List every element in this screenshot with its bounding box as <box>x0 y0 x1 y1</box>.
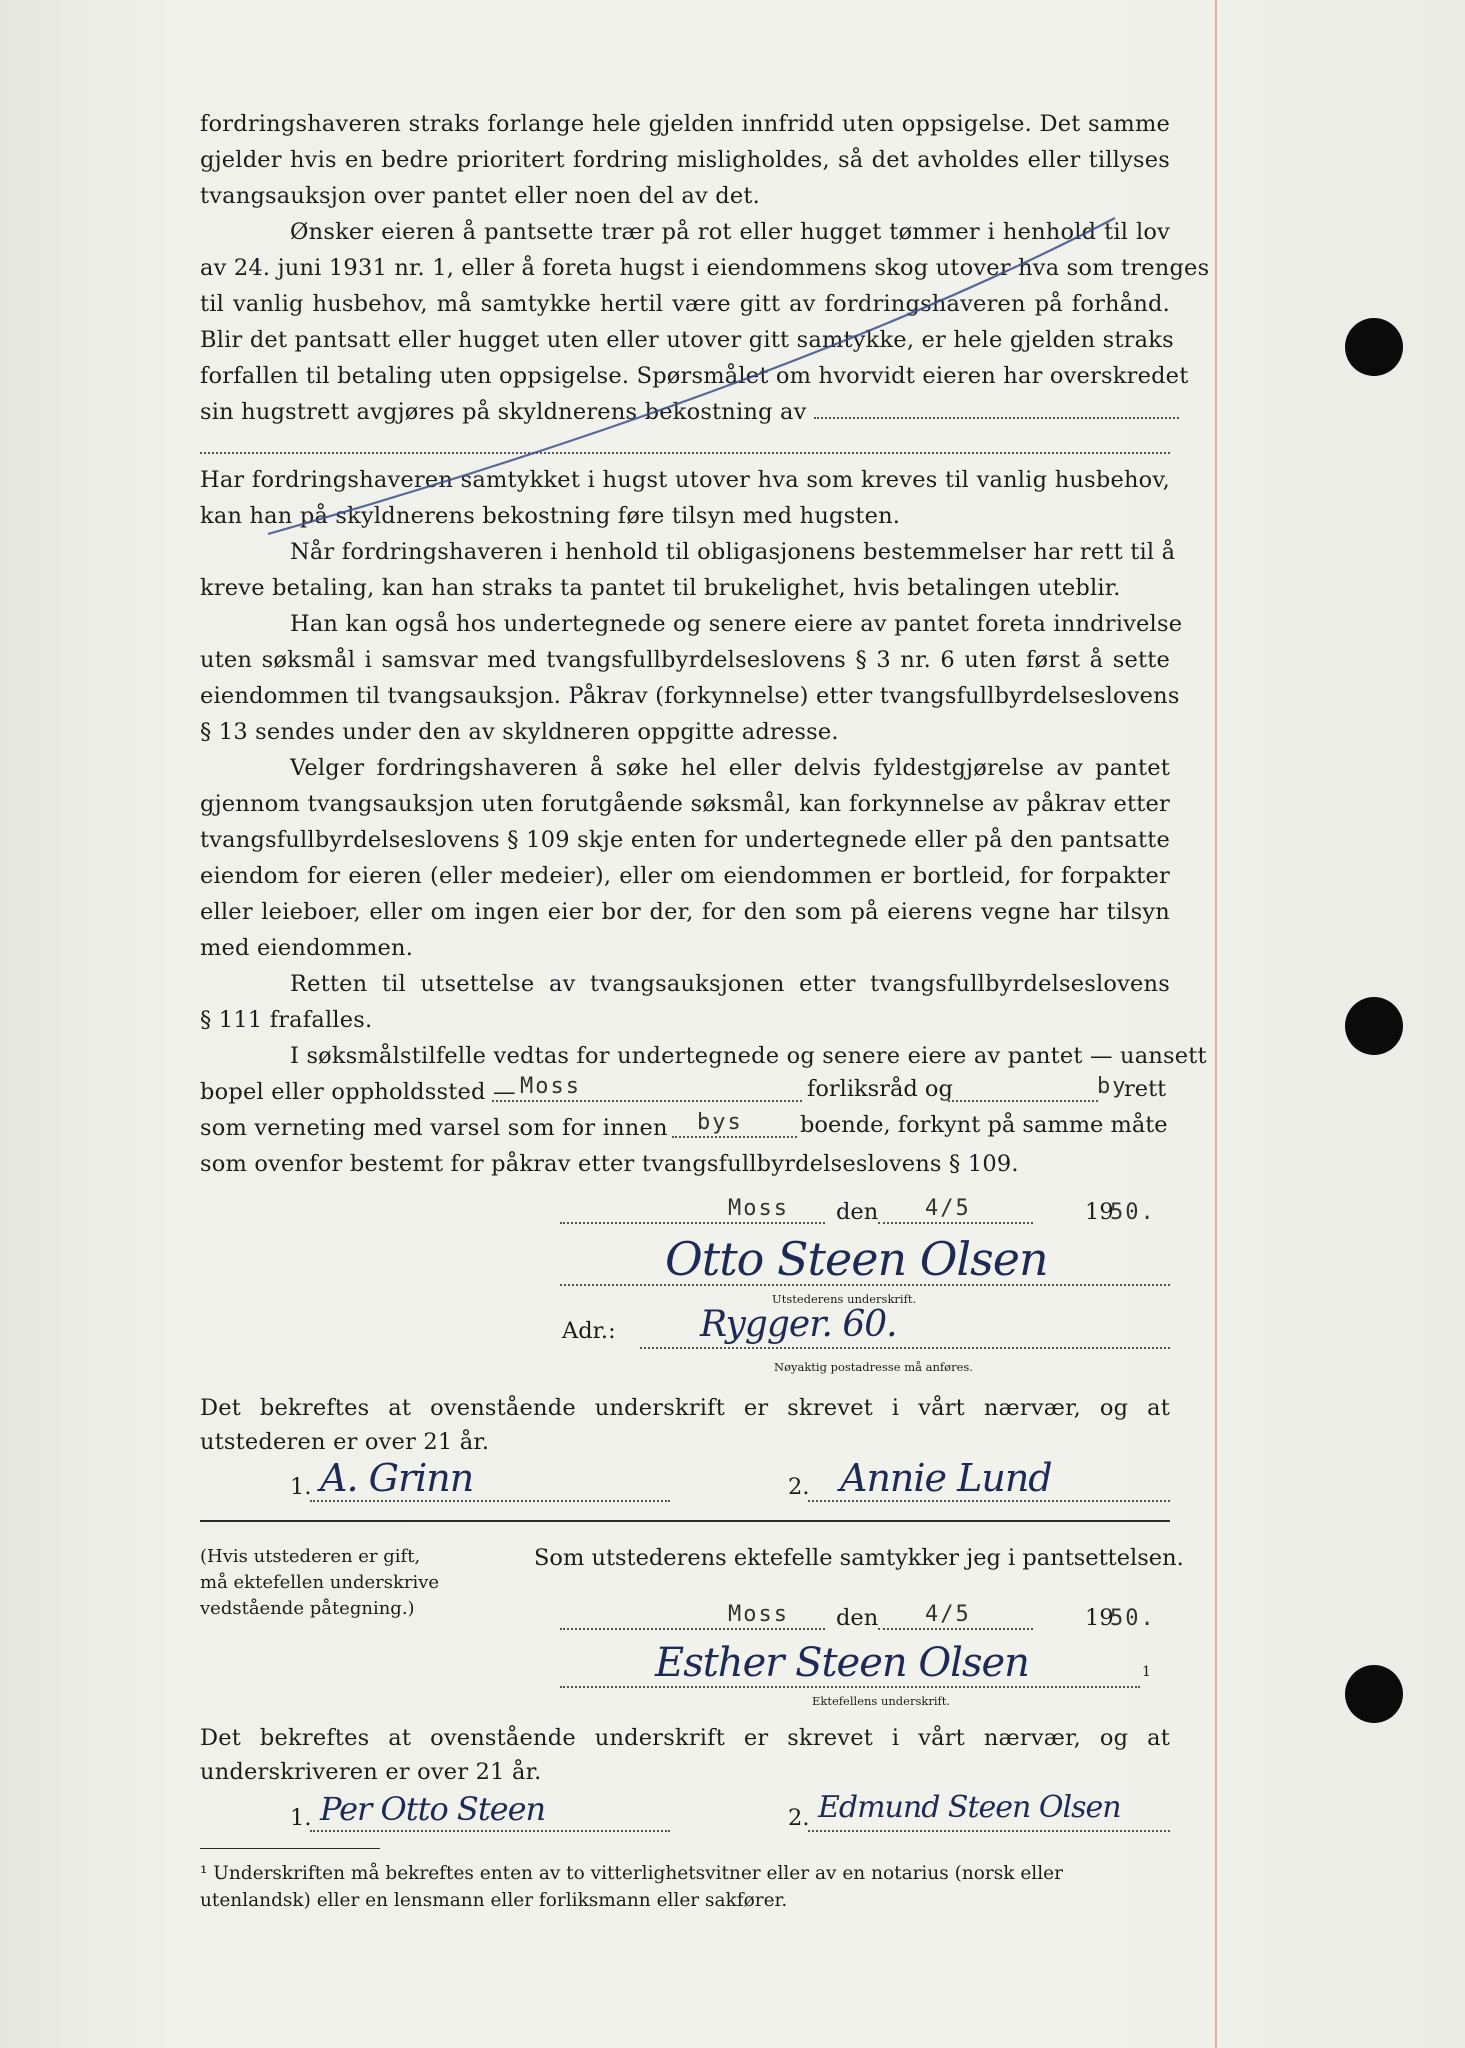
body-line-text: sin hugstrett avgjøres på skyldnerens bekostning av <box>200 399 807 425</box>
spouse-note: må ektefellen underskrive <box>200 1572 440 1593</box>
spouse-signature-caption: Ektefellens underskrift. <box>812 1694 951 1708</box>
body-line: av 24. juni 1931 nr. 1, eller å foreta hugst i eiendommens skog utover hva som trenges <box>200 255 1210 281</box>
footnote: ¹ Underskriften må bekreftes enten av to vitterlighetsvitner eller av en notarius (norsk eller <box>200 1863 1063 1884</box>
date-field <box>878 1222 1033 1224</box>
blank-field <box>492 1100 802 1102</box>
witness-signature: A. Grinn <box>320 1456 474 1500</box>
body-line: som ovenfor bestemt for påkrav etter tvangsfullbyrdelseslovens § 109. <box>200 1151 1019 1177</box>
body-line: Retten til utsettelse av tvangsauksjonen etter tvangsfullbyrdelseslovens <box>290 971 1170 997</box>
body-line: § 111 frafalles. <box>200 1007 373 1033</box>
spouse-note: (Hvis utstederen er gift, <box>200 1546 421 1567</box>
year-prefix: 19 <box>1085 1605 1114 1631</box>
body-line-text: boende, forkynt på samme måte <box>800 1112 1168 1138</box>
body-line: Ønsker eieren å pantsette trær på rot eller hugget tømmer i henhold til lov <box>290 219 1170 245</box>
body-line: Når fordringshaveren i henhold til obligasjonens bestemmelser har rett til å <box>290 539 1176 565</box>
body-line: med eiendommen. <box>200 935 414 961</box>
footnote-divider <box>200 1848 380 1849</box>
blank-field <box>948 1100 1098 1102</box>
witness-number: 1. <box>290 1474 312 1500</box>
body-line: I søksmålstilfelle vedtas for undertegnede og senere eiere av pantet — uansett <box>290 1043 1207 1069</box>
body-line: eiendom for eieren (eller medeier), eller om eiendommen er bortleid, for forpakter <box>200 863 1170 889</box>
witness-line <box>310 1830 670 1832</box>
witness-signature: Per Otto Steen <box>320 1790 546 1828</box>
typed-place: Moss <box>728 1602 789 1627</box>
spouse-heading: Som utstederens ektefelle samtykker jeg i pantsettelsen. <box>534 1545 1184 1571</box>
body-line: eiendommen til tvangsauksjon. Påkrav (forkynnelse) etter tvangsfullbyrdelseslovens <box>200 683 1180 709</box>
typed-bys: bys <box>697 1110 743 1135</box>
body-line <box>200 394 1170 430</box>
typed-place: Moss <box>520 1074 581 1099</box>
body-line: tvangsauksjon over pantet eller noen del av det. <box>200 183 760 209</box>
address-label: Adr.: <box>562 1318 616 1344</box>
witness-signature: Annie Lund <box>840 1456 1052 1500</box>
footnote-marker: 1 <box>1142 1664 1151 1680</box>
body-line: tvangsfullbyrdelseslovens § 109 skje enten for undertegnede eller på den pantsatte <box>200 827 1170 853</box>
place-field <box>560 1222 825 1224</box>
body-line: Har fordringshaveren samtykket i hugst utover hva som kreves til vanlig husbehov, <box>200 467 1170 493</box>
signature-line <box>560 1686 1140 1688</box>
body-line-text: som verneting med varsel som for innen <box>200 1115 668 1141</box>
year-prefix: 19 <box>1085 1199 1114 1225</box>
typed-place: Moss <box>728 1196 789 1221</box>
typed-date: 4/5 <box>925 1602 971 1627</box>
body-line: kreve betaling, kan han straks ta pantet til brukelighet, hvis betalingen uteblir. <box>200 575 1121 601</box>
blank-line <box>200 452 1170 454</box>
footnote: utenlandsk) eller en lensmann eller forliksmann eller sakfører. <box>200 1890 788 1911</box>
blank-field <box>672 1136 797 1138</box>
body-line: Blir det pantsatt eller hugget uten eller utover gitt samtykke, er hele gjelden straks <box>200 327 1174 353</box>
issuer-signature-caption: Utstederens underskrift. <box>772 1292 917 1306</box>
witness-text: utstederen er over 21 år. <box>200 1429 490 1455</box>
date-field <box>878 1628 1033 1630</box>
address-handwritten: Rygger. 60. <box>700 1304 897 1345</box>
body-line: gjelder hvis en bedre prioritert fordring misligholdes, så det avholdes eller tillyses <box>200 147 1170 173</box>
spouse-signature: Esther Steen Olsen <box>655 1640 1029 1686</box>
margin-line <box>1215 0 1217 2048</box>
signature-line <box>560 1284 1170 1286</box>
den-label: den <box>836 1199 879 1225</box>
typed-year: 50. <box>1110 1200 1156 1225</box>
place-field <box>560 1628 825 1630</box>
body-line-text: forliksråd og <box>807 1076 953 1102</box>
spouse-note: vedstående påtegning.) <box>200 1598 415 1619</box>
typed-by: by <box>1097 1074 1128 1099</box>
body-line: kan han på skyldnerens bekostning føre tilsyn med hugsten. <box>200 503 901 529</box>
venue-line <box>200 1074 1170 1110</box>
witness-line <box>310 1500 670 1502</box>
witness-text: underskriveren er over 21 år. <box>200 1759 542 1785</box>
witness-number: 2. <box>788 1474 810 1500</box>
witness-number: 2. <box>788 1805 810 1831</box>
issuer-signature: Otto Steen Olsen <box>665 1232 1048 1286</box>
witness-signature: Edmund Steen Olsen <box>818 1790 1121 1825</box>
body-line: Han kan også hos undertegnede og senere eiere av pantet foreta inndrivelse <box>290 611 1183 637</box>
den-label: den <box>836 1605 879 1631</box>
body-line-text: bopel eller oppholdssted — <box>200 1079 516 1105</box>
witness-line <box>808 1830 1170 1832</box>
typed-year: 50. <box>1110 1606 1156 1631</box>
punch-hole <box>1345 318 1403 376</box>
body-line: forfallen til betaling uten oppsigelse. Spørsmålet om hvorvidt eieren har overskredet <box>200 363 1189 389</box>
body-line: eller leieboer, eller om ingen eier bor der, for den som på eierens vegne har tilsyn <box>200 899 1170 925</box>
section-divider <box>200 1520 1170 1522</box>
body-line: gjennom tvangsauksjon uten forutgående søksmål, kan forkynnelse av påkrav etter <box>200 791 1170 817</box>
body-line: Velger fordringshaveren å søke hel eller delvis fyldestgjørelse av pantet <box>290 755 1170 781</box>
witness-text: Det bekreftes at ovenstående underskrift er skrevet i vårt nærvær, og at <box>200 1395 1170 1421</box>
witness-line <box>808 1500 1170 1502</box>
body-line: § 13 sendes under den av skyldneren oppgitte adresse. <box>200 719 839 745</box>
typed-date: 4/5 <box>925 1196 971 1221</box>
blank-field <box>814 417 1179 419</box>
body-line: til vanlig husbehov, må samtykke hertil være gitt av fordringshaveren på forhånd. <box>200 291 1170 317</box>
punch-hole <box>1345 997 1403 1055</box>
body-line-text: rett <box>1124 1076 1167 1102</box>
witness-text: Det bekreftes at ovenstående underskrift er skrevet i vårt nærvær, og at <box>200 1725 1170 1751</box>
address-caption: Nøyaktig postadresse må anføres. <box>774 1360 973 1374</box>
body-line: uten søksmål i samsvar med tvangsfullbyrdelseslovens § 3 nr. 6 uten først å sette <box>200 647 1170 673</box>
punch-hole <box>1345 1665 1403 1723</box>
body-line: fordringshaveren straks forlange hele gjelden innfridd uten oppsigelse. Det samme <box>200 111 1170 137</box>
witness-number: 1. <box>290 1805 312 1831</box>
address-line <box>640 1347 1170 1349</box>
